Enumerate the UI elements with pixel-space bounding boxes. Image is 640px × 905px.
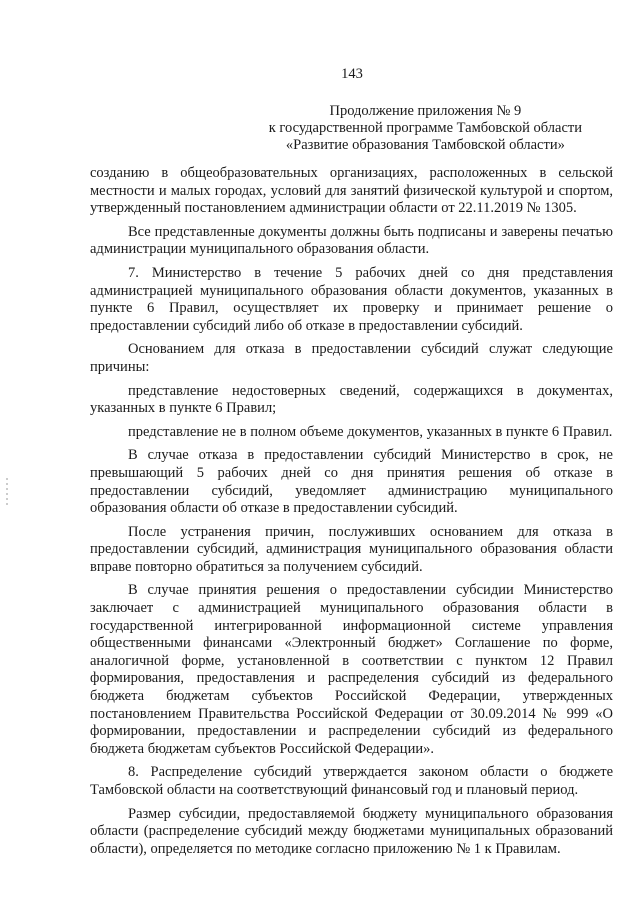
paragraph-6: представление не в полном объеме документов, указанных в пункте 6 Правил.	[128, 423, 613, 440]
scan-mark-icon	[4, 478, 10, 508]
paragraph-11: Размер субсидии, предоставляемой бюджету муниципального образования области (распределение субсидий между бюджетами муниципальных образований области), определяется по методике согласно приложению № 1 к Правилам.	[90, 805, 613, 857]
paragraph-7: В случае отказа в предоставлении субсидий Министерство в срок, не превышающий 5 рабочих дней со дня принятия решения об отказе в предоставлении субсидий, уведомляет администрацию муниципального образования области об отказе в предоставлении субсидий.	[90, 447, 613, 517]
appendix-header	[269, 103, 582, 154]
paragraph-8: После устранения причин, послуживших основанием для отказа в предоставлении субсидий, администрация муниципального образования области вправе повторно обратиться за получением субсидий.	[90, 523, 613, 575]
scan-margin-mark	[4, 478, 10, 508]
header-line-3: «Развитие образования Тамбовской области»	[285, 137, 565, 153]
paragraph-4: Основанием для отказа в предоставлении субсидий служат следующие причины:	[90, 341, 613, 375]
paragraph-9: В случае принятия решения о предоставлении субсидии Министерство заключает с администрацией муниципального образования области в государственной интегрированной информационной системе управления общественными финансами «Электронный бюджет» Соглашение по форме, аналогичной форме, установленной в соответствии с пунктом 12 Правил формирования, предоставления и распределения субсидий из федерального бюджета бюджетам субъектов Российской Федерации, утвержденных постановлением Правительства Российской Федерации от 30.09.2014 № 999 «О формировании, предоставлении и распределении субсидий из федерального бюджета бюджетам субъектов Российской Федерации».	[90, 582, 613, 757]
paragraph-3: 7. Министерство в течение 5 рабочих дней со дня представления администрацией муниципального образования области документов, указанных в пункте 6 Правил, осуществляет их проверку и принимает решение о предоставлении субсидий либо об отказе в предоставлении субсидий.	[90, 264, 613, 334]
paragraph-1: созданию в общеобразовательных организациях, расположенных в сельской местности и малых городах, условий для занятий физической культурой и спортом, утвержденный постановлением администрации области от 22.11.2019 № 1305.	[90, 165, 613, 217]
header-line-1: Продолжение приложения № 9	[329, 103, 522, 119]
paragraph-2: Все представленные документы должны быть подписаны и заверены печатью администрации муниципального образования области.	[90, 223, 613, 258]
paragraph-5: представление недостоверных сведений, содержащихся в документах, указанных в пункте 6 Правил;	[90, 382, 613, 417]
header-line-2: к государственной программе Тамбовской области	[268, 120, 582, 136]
page-number: 143	[341, 66, 363, 82]
body-text	[90, 165, 613, 858]
paragraph-10: 8. Распределение субсидий утверждается законом области о бюджете Тамбовской области на соответствующий финансовый год и плановый период.	[90, 764, 613, 798]
